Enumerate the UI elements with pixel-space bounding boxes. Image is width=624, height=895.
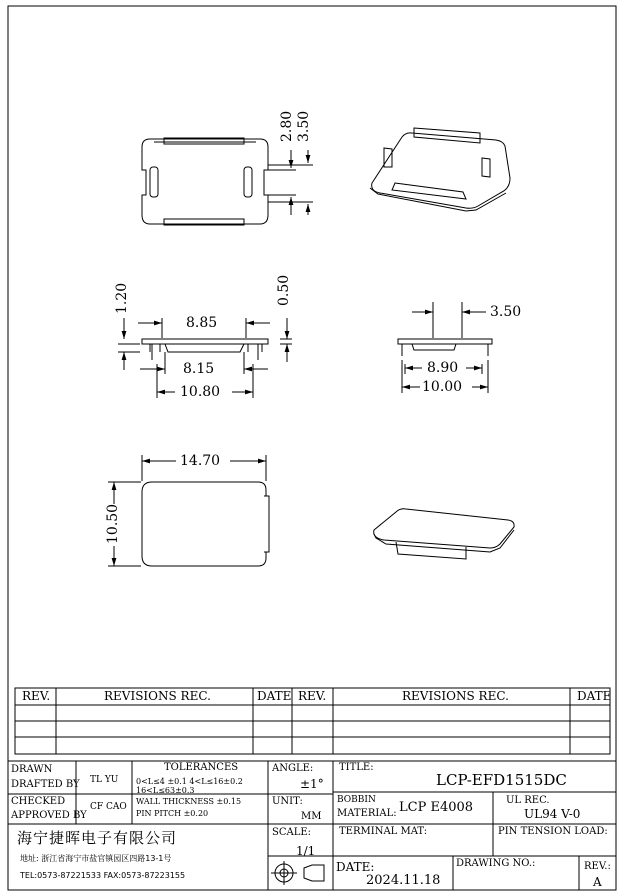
top-view bbox=[142, 138, 313, 225]
company-tel: TEL:0573-87221533 FAX:0573-87223155 bbox=[20, 871, 186, 880]
checked-label: CHECKED bbox=[11, 796, 66, 807]
dim-280-350 bbox=[291, 150, 308, 215]
drawing-no-label: DRAWING NO.: bbox=[456, 858, 536, 869]
rev-header-date-2: DATE bbox=[577, 689, 612, 703]
terminal-mat-label: TERMINAL MAT: bbox=[339, 826, 428, 837]
rev-header-revisions-1: REVISIONS REC. bbox=[104, 689, 211, 703]
title-value: LCP-EFD1515DC bbox=[436, 771, 567, 789]
unit-value: MM bbox=[301, 811, 322, 822]
company-address: 地址: 浙江省海宁市盐官镇园区四路13-1号 bbox=[20, 854, 172, 863]
projection-symbol-icon bbox=[271, 861, 324, 885]
angle-value: ±1° bbox=[300, 777, 324, 791]
dim-label-3-50-side: 3.50 bbox=[490, 304, 522, 320]
dim-label-0-50: 0.50 bbox=[276, 274, 292, 306]
drafted-by-label: DRAFTED BY bbox=[11, 779, 80, 790]
dim-label-10-50: 10.50 bbox=[105, 503, 121, 544]
isometric-bottom-right bbox=[374, 509, 514, 559]
pin-pitch: PIN PITCH ±0.20 bbox=[136, 809, 209, 818]
material-label: MATERIAL: bbox=[337, 808, 397, 819]
approved-by-value: CF CAO bbox=[90, 802, 127, 812]
rev-header-date-1: DATE bbox=[257, 689, 292, 703]
tolerance-line-2: 16<L≤63±0.3 bbox=[136, 786, 195, 795]
tolerances-label: TOLERANCES bbox=[164, 762, 239, 773]
company-name: 海宁捷晖电子有限公司 bbox=[17, 829, 178, 847]
dim-label-8-90: 8.90 bbox=[427, 360, 459, 376]
approved-by-label: APPROVED BY bbox=[11, 810, 87, 821]
angle-label: ANGLE: bbox=[272, 763, 314, 774]
scale-label: SCALE: bbox=[272, 827, 312, 838]
sheet-border bbox=[8, 6, 616, 890]
unit-label: UNIT: bbox=[272, 796, 303, 807]
dim-label-8-85: 8.85 bbox=[186, 315, 218, 331]
wall-thickness: WALL THICKNESS ±0.15 bbox=[136, 797, 242, 806]
date-label: DATE: bbox=[336, 860, 375, 874]
material-value: LCP E4008 bbox=[399, 800, 474, 815]
side-view-right bbox=[398, 339, 492, 356]
dim-label-10-80: 10.80 bbox=[180, 384, 221, 400]
ul-rec-label: UL REC. bbox=[506, 795, 550, 806]
dim-label-3-50-top: 3.50 bbox=[296, 110, 312, 142]
bottom-view bbox=[142, 482, 269, 566]
drafted-by-value: TL YU bbox=[90, 775, 119, 785]
dim-label-8-15: 8.15 bbox=[183, 361, 215, 377]
rev-header-rev-1: REV. bbox=[22, 689, 51, 703]
side-view-left bbox=[142, 339, 268, 360]
dim-label-2-80: 2.80 bbox=[279, 110, 295, 142]
rev-header-revisions-2: REVISIONS REC. bbox=[402, 689, 509, 703]
drawn-label: DRAWN bbox=[11, 764, 53, 775]
scale-value: 1/1 bbox=[296, 844, 316, 858]
isometric-top-right bbox=[370, 128, 510, 211]
dim-bottom bbox=[105, 455, 266, 566]
rev-value: A bbox=[593, 875, 602, 889]
dim-label-10-00: 10.00 bbox=[422, 379, 463, 395]
tolerance-line-1: 0<L≤4 ±0.1 4<L≤16±0.2 bbox=[136, 777, 243, 786]
rev-header-rev-2: REV. bbox=[298, 689, 327, 703]
bobbin-label: BOBBIN bbox=[337, 795, 376, 805]
title-label: TITLE: bbox=[339, 762, 374, 773]
date-value: 2024.11.18 bbox=[366, 873, 441, 888]
dim-label-14-70: 14.70 bbox=[180, 453, 221, 469]
dim-label-1-20: 1.20 bbox=[114, 282, 130, 314]
pin-tension-label: PIN TENSION LOAD: bbox=[498, 826, 608, 837]
ul-rec-value: UL94 V-0 bbox=[524, 807, 581, 821]
rev-label: REV.: bbox=[584, 861, 611, 872]
